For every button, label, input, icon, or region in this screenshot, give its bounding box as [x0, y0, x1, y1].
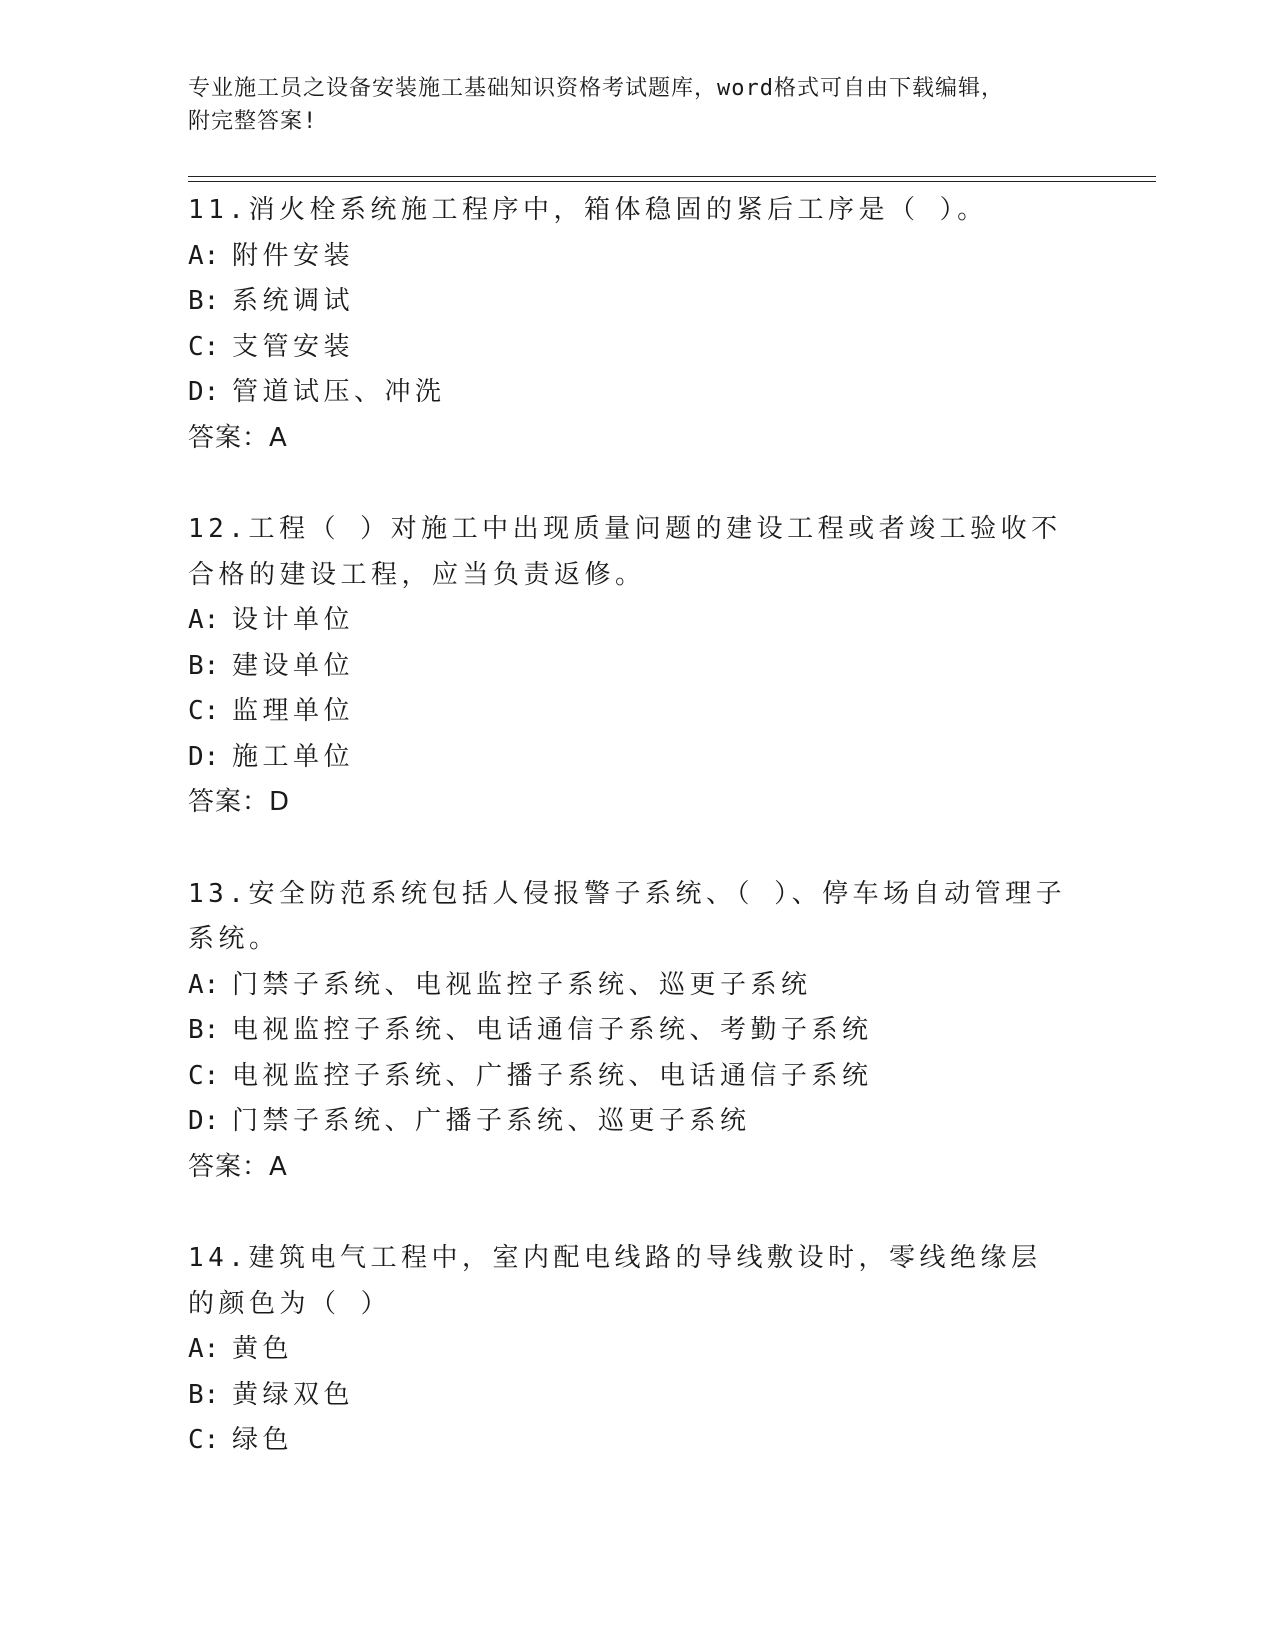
answer-line: 答案：A	[188, 422, 288, 453]
option-key: B:	[188, 650, 220, 681]
option-b	[188, 1008, 1088, 1054]
option-text: 黄绿双色	[232, 1379, 355, 1410]
question-13	[188, 872, 1088, 1191]
answer-line: 答案：A	[188, 1151, 288, 1182]
option-b	[188, 1373, 1088, 1419]
option-text: 管道试压、冲洗	[232, 377, 446, 407]
answer-line: 答案：D	[188, 787, 291, 817]
question-14	[188, 1236, 1088, 1464]
option-key: C:	[188, 696, 220, 726]
option-key: D:	[188, 377, 220, 407]
option-key: C:	[188, 1060, 220, 1091]
option-key: A:	[188, 240, 220, 271]
option-a	[188, 234, 1088, 280]
question-list	[188, 188, 1088, 1510]
option-text: 建设单位	[232, 650, 355, 681]
header-line-1: 专业施工员之设备安装施工基础知识资格考试题库，word格式可自由下载编辑，	[188, 76, 1004, 101]
header-divider	[188, 176, 1156, 182]
option-text: 附件安装	[232, 240, 355, 271]
question-stem: 14.建筑电气工程中，室内配电线路的导线敷设时，零线绝缘层的颜色为（ ）	[188, 1243, 1042, 1319]
option-text: 门禁子系统、广播子系统、巡更子系统	[232, 1106, 751, 1136]
option-d	[188, 735, 1088, 781]
option-c	[188, 325, 1088, 371]
option-key: B:	[188, 1015, 220, 1045]
option-text: 绿色	[232, 1425, 294, 1455]
option-b	[188, 644, 1088, 690]
option-key: D:	[188, 741, 220, 772]
question-stem: 13.安全防范系统包括人侵报警子系统、（ ）、停车场自动管理子系统。	[188, 878, 1067, 954]
option-a	[188, 598, 1088, 644]
option-a	[188, 963, 1088, 1009]
question-stem: 11.消火栓系统施工程序中，箱体稳固的紧后工序是（ ）。	[188, 195, 988, 225]
option-c	[188, 689, 1088, 735]
option-key: A:	[188, 1334, 220, 1364]
option-key: C:	[188, 1425, 220, 1455]
option-key: C:	[188, 331, 220, 362]
option-text: 黄色	[232, 1334, 294, 1364]
option-d	[188, 1099, 1088, 1145]
header-line-2: 附完整答案!	[188, 109, 318, 134]
option-d	[188, 370, 1088, 416]
question-12	[188, 507, 1088, 826]
question-11	[188, 188, 1088, 461]
option-text: 监理单位	[232, 696, 355, 726]
option-text: 电视监控子系统、广播子系统、电话通信子系统	[232, 1060, 873, 1091]
question-stem: 12.工程（ ）对施工中出现质量问题的建设工程或者竣工验收不合格的建设工程，应当负责返修。	[188, 514, 1062, 590]
option-key: A:	[188, 969, 220, 1000]
option-key: D:	[188, 1106, 220, 1136]
option-key: B:	[188, 1379, 220, 1410]
option-c	[188, 1054, 1088, 1100]
option-c	[188, 1418, 1088, 1464]
option-text: 支管安装	[232, 331, 355, 362]
option-text: 电视监控子系统、电话通信子系统、考勤子系统	[232, 1015, 873, 1045]
option-text: 门禁子系统、电视监控子系统、巡更子系统	[232, 969, 812, 1000]
option-a	[188, 1327, 1088, 1373]
option-key: B:	[188, 286, 220, 316]
option-text: 系统调试	[232, 286, 355, 316]
option-b	[188, 279, 1088, 325]
option-text: 设计单位	[232, 605, 355, 635]
option-key: A:	[188, 605, 220, 635]
document-header	[188, 72, 1088, 138]
option-text: 施工单位	[232, 741, 355, 772]
